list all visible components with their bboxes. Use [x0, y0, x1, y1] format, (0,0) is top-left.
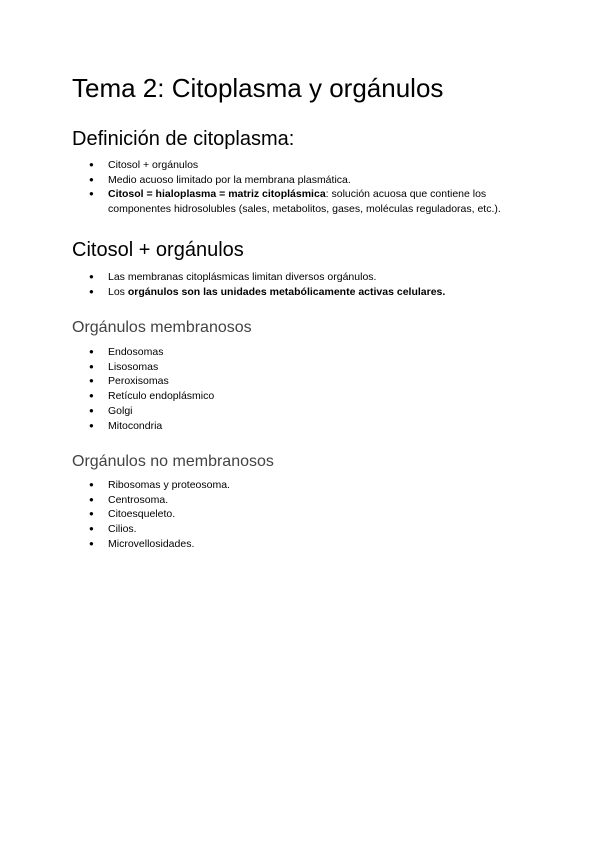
list-item [72, 507, 532, 522]
list-item-text: Ribosomas y proteosoma. [108, 479, 230, 491]
bullet-icon: ● [89, 524, 94, 534]
list-item-text: Medio acuoso limitado por la membrana plasmática. [108, 173, 351, 186]
section-heading-citosol: Citosol + orgánulos [72, 239, 244, 261]
list-item-text: Retículo endoplásmico [108, 390, 215, 403]
section-heading-membranosos: Orgánulos membranosos [72, 319, 252, 336]
list-item [72, 522, 532, 537]
bullet-icon: ● [89, 376, 94, 386]
list-item [72, 285, 532, 300]
list-item-text: Mitocondria [108, 419, 163, 432]
bullet-icon: ● [89, 174, 94, 184]
list-item [72, 374, 532, 389]
bullet-icon: ● [89, 480, 94, 489]
bullet-icon: ● [89, 420, 94, 430]
list-item-text: Endosomas [108, 346, 164, 358]
list-item [72, 270, 532, 285]
list-item [72, 360, 532, 375]
list-item [72, 389, 532, 404]
citosol-list [72, 270, 532, 299]
list-item [72, 537, 532, 552]
bullet-icon: ● [89, 160, 94, 169]
list-item [72, 173, 532, 188]
list-item-text: Las membranas citoplásmicas limitan diversos orgánulos. [108, 271, 377, 283]
list-item-text: Cilios. [108, 523, 137, 536]
bullet-icon: ● [89, 538, 94, 548]
list-item [72, 478, 532, 493]
bullet-icon: ● [89, 347, 94, 356]
bullet-icon: ● [89, 405, 94, 415]
section-heading-definicion: Definición de citoplasma: [72, 128, 295, 150]
list-item [72, 345, 532, 360]
bullet-icon: ● [89, 391, 94, 401]
list-item [72, 187, 532, 216]
list-item-text: Peroxisomas [108, 375, 169, 388]
list-item-text: Citosol + orgánulos [108, 159, 199, 171]
list-item-text: Los [108, 285, 128, 298]
list-item-bold-text: Citosol = hialoplasma = matriz citoplásmica [108, 188, 326, 201]
list-item-text: Lisosomas [108, 360, 159, 373]
list-item-bold-text: orgánulos son las unidades metabólicamente activas celulares. [127, 285, 446, 298]
bullet-icon: ● [89, 509, 94, 519]
bullet-icon: ● [89, 189, 94, 199]
definicion-list [72, 158, 532, 217]
section-heading-no-membranosos: Orgánulos no membranosos [72, 453, 274, 470]
list-item [72, 493, 532, 508]
list-item [72, 158, 532, 173]
list-item [72, 419, 532, 434]
bullet-icon: ● [89, 361, 94, 371]
list-item-text: : solución acuosa que contiene los componentes hidrosolubles (sales, metabolitos, gases, moléculas reguladoras, etc.). [108, 188, 501, 216]
list-item-text: Golgi [108, 404, 133, 417]
list-item-text: Microvellosidades. [108, 537, 195, 550]
page-title: Tema 2: Citoplasma y orgánulos [72, 73, 444, 103]
membranosos-list [72, 345, 532, 433]
bullet-icon: ● [89, 494, 94, 504]
no-membranosos-list [72, 478, 532, 552]
list-item-text: Centrosoma. [108, 493, 169, 506]
bullet-icon: ● [89, 272, 94, 281]
list-item-text: Citoesqueleto. [108, 508, 176, 521]
list-item [72, 404, 532, 419]
bullet-icon: ● [89, 286, 94, 296]
